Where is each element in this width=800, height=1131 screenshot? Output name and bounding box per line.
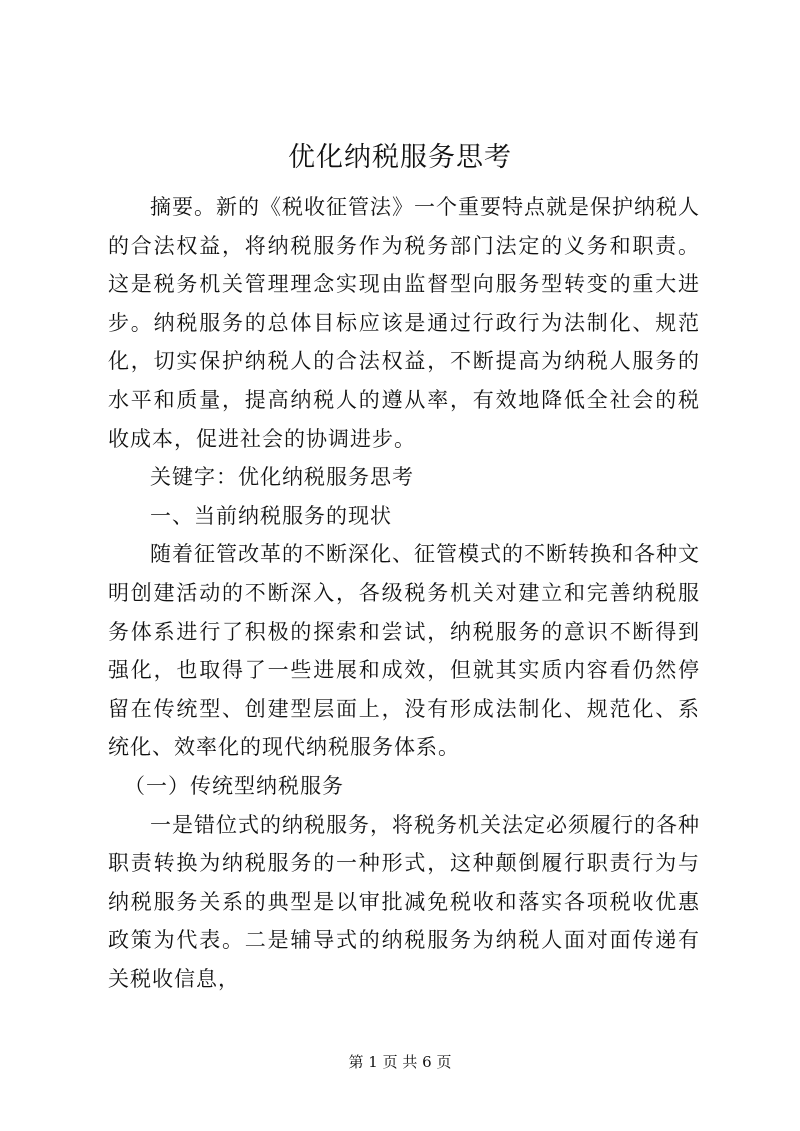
abstract-paragraph: 摘要。新的《税收征管法》一个重要特点就是保护纳税人的合法权益，将纳税服务作为税务部门法定的义务和职责。这是税务机关管理理念实现由监督型向服务型转变的重大进步。纳税服务的总体目标应该是通过行政行为法制化、规范化，切实保护纳税人的合法权益，不断提高为纳税人服务的水平和质量，提高纳税人的遵从率，有效地降低全社会的税收成本，促进社会的协调进步。 [108,195,700,451]
document-title: 优化纳税服务思考 [288,142,512,173]
document-body [108,188,700,998]
page-footer: 第 1 页 共 6 页 [348,1053,452,1071]
section-paragraph: 随着征管改革的不断深化、征管模式的不断转换和各种文明创建活动的不断深入，各级税务机关对建立和完善纳税服务体系进行了积极的探索和尝试，纳税服务的意识不断得到强化，也取得了一些进展和成效，但就其实质内容看仍然停留在传统型、创建型层面上，没有形成法制化、规范化、系统化、效率化的现代纳税服务体系。 [108,542,700,760]
keywords-line: 关键字：优化纳税服务思考 [150,465,414,490]
subsection-heading: （一）传统型纳税服务 [124,773,344,798]
section-heading: 一、当前纳税服务的现状 [150,503,392,528]
subsection-paragraph: 一是错位式的纳税服务，将税务机关法定必须履行的各种职责转换为纳税服务的一种形式，这种颠倒履行职责行为与纳税服务关系的典型是以审批减免税收和落实各项税收优惠政策为代表。二是辅导式的纳税服务为纳税人面对面传递有关税收信息， [108,812,700,991]
